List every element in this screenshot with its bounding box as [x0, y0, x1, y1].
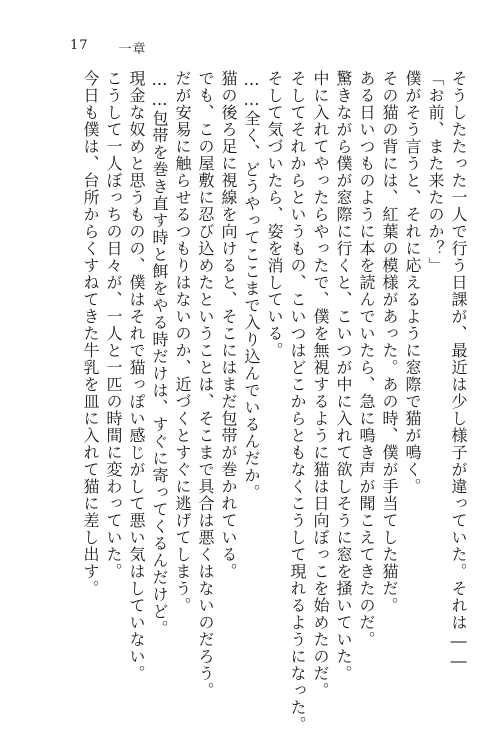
text-line: こうして一人ぼっちの日々が、一人と一匹の時間に変わっていた。	[104, 70, 123, 580]
text-line: ……全く、どうやってここまで入り込んでいるんだか。	[242, 70, 261, 501]
text-line: ……包帯を巻き直す時と餌をやる時だけは、すぐに寄ってくるんだけど。	[150, 70, 169, 637]
text-line: 現金な奴めと思うものの、僕はそれで猫っぽい感じがして悪い気はしていない。	[127, 70, 146, 682]
text-line: だが安易に触らせるつもりはないのか、近づくとすぐに逃げてしまう。	[173, 70, 192, 614]
text-line: 猫の後ろ足に視線を向けると、そこにはまだ包帯が巻かれている。	[219, 70, 238, 580]
text-line: 「お前、また来たのか？」	[426, 70, 445, 274]
text-line: その猫の背には、紅葉の模様があった。あの時、僕が手当てした猫だ。	[380, 70, 399, 614]
text-line: そして気づいたら、姿を消している。	[265, 70, 284, 359]
page-number: 17	[70, 38, 89, 53]
text-line: 僕がそう言うと、それに応えるように窓際で猫が鳴く。	[403, 70, 422, 495]
text-line: でも、この屋敷に忍び込めたということは、そこまで具合は悪くはないのだろう。	[196, 70, 215, 699]
text-line: 驚きながら僕が窓際に行くと、こいつが中に入れて欲しそうに窓を掻いていた。	[334, 70, 353, 682]
chapter-title: 一章	[118, 42, 147, 57]
page-header	[70, 38, 147, 57]
body-text	[79, 70, 470, 733]
text-line: ある日いつものように本を読んでいたら、急に鳴き声が聞こえてきたのだ。	[357, 70, 376, 648]
text-line: 今日も僕は、台所からくすねてきた牛乳を皿に入れて猫に差し出す。	[81, 70, 100, 597]
text-line: そしてそれからというもの、こいつはどこからともなくこうして現れるようになった。	[288, 70, 307, 733]
text-line: 中に入れてやったらやったで、僕を無視するように猫は日向ぼっこを始めたのだ。	[311, 70, 330, 699]
text-line: そうしたたった一人で行う日課が、最近は少し様子が違っていた。それは――	[449, 70, 468, 671]
